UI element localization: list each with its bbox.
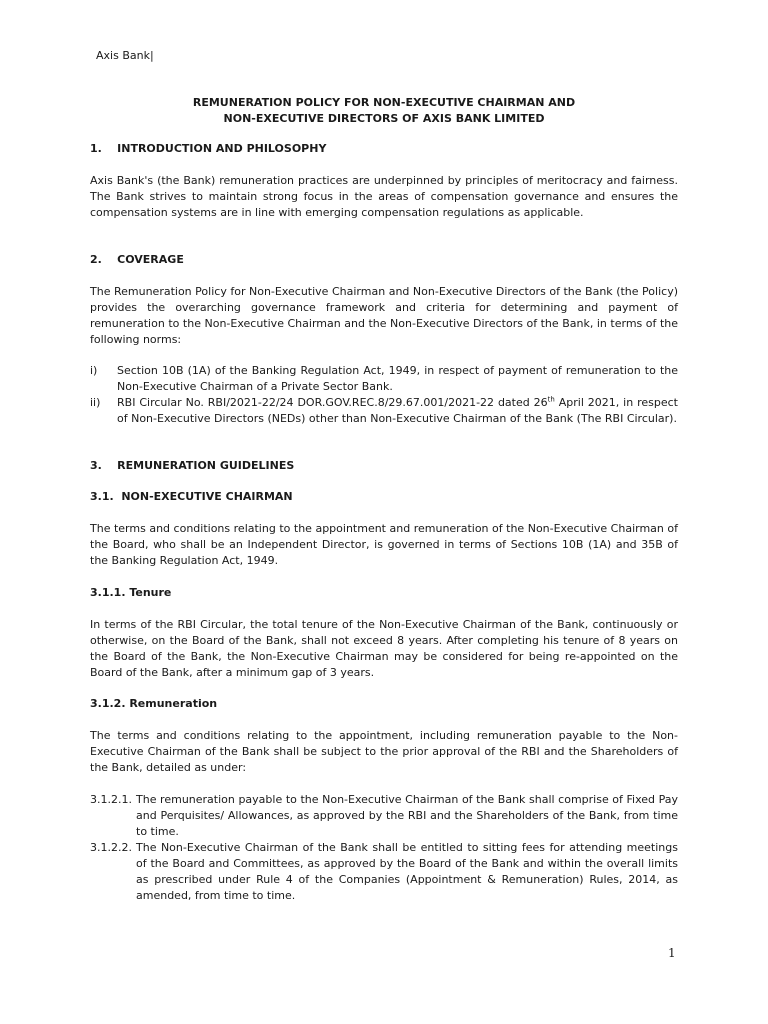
page-header: Axis Bank| xyxy=(96,49,154,62)
norm-marker: ii) xyxy=(90,396,101,409)
section-3-1-2-paragraph: The terms and conditions relating to the appointment, including remuneration payable to the Non-Executive Chairman of the Bank shall be subject to the prior approval of the RBI and the Shareholders of the Bank, detailed as under: xyxy=(90,729,678,774)
section-2-heading: 2. COVERAGE xyxy=(90,253,184,266)
section-1-heading: 1. INTRODUCTION AND PHILOSOPHY xyxy=(90,142,327,155)
sub-item-text: The remuneration payable to the Non-Executive Chairman of the Bank shall comprise of Fixed Pay and Perquisites/ Allowances, as approved by the RBI and the Shareholders of the Bank, from time to time. xyxy=(136,793,678,838)
title-line-1: REMUNERATION POLICY FOR NON-EXECUTIVE CHAIRMAN AND xyxy=(192,96,576,109)
sub-item-3-1-2-1 xyxy=(90,792,678,840)
section-1-paragraph: Axis Bank's (the Bank) remuneration practices are underpinned by principles of meritocracy and fairness. The Bank strives to maintain strong focus in the areas of compensation governance and ensures the compensation systems are in line with emerging compensation regulations as applicable. xyxy=(90,174,678,219)
norm-marker: i) xyxy=(90,364,98,377)
section-2-paragraph: The Remuneration Policy for Non-Executive Chairman and Non-Executive Directors of the Bank (the Policy) provides the overarching governance framework and criteria for determining and payment of remuneration to the Non-Executive Chairman and the Non-Executive Directors of the Bank, in terms of the following norms: xyxy=(90,285,678,346)
page-number: 1 xyxy=(668,946,676,960)
sub-item-marker: 3.1.2.2. xyxy=(90,841,132,854)
title-line-2: NON-EXECUTIVE DIRECTORS OF AXIS BANK LIMITED xyxy=(223,112,545,125)
section-3-1-2-heading: 3.1.2. Remuneration xyxy=(90,697,218,710)
sub-item-3-1-2-2 xyxy=(90,840,678,904)
section-3-1-paragraph: The terms and conditions relating to the appointment and remuneration of the Non-Executive Chairman of the Board, who shall be an Independent Director, is governed in terms of Sections 10B (1A) and 35B of the Banking Regulation Act, 1949. xyxy=(90,522,678,567)
sub-item-text: The Non-Executive Chairman of the Bank shall be entitled to sitting fees for attending meetings of the Board and Committees, as approved by the Board of the Bank and within the overall limits as prescribed under Rule 4 of the Companies (Appointment & Remuneration) Rules, 2014, as amended, from time to time. xyxy=(136,841,678,902)
section-3-1-heading: 3.1. NON-EXECUTIVE CHAIRMAN xyxy=(90,490,293,503)
section-3-heading: 3. REMUNERATION GUIDELINES xyxy=(90,459,295,472)
sub-item-marker: 3.1.2.1. xyxy=(90,793,132,806)
section-3-1-1-heading: 3.1.1. Tenure xyxy=(90,586,172,599)
norm-text: RBI Circular No. RBI/2021-22/24 DOR.GOV.REC.8/29.67.001/2021-22 dated 26th April 2021, in respect of Non-Executive Directors (NEDs) other than Non-Executive Chairman of the Bank (The RBI Circular). xyxy=(117,395,678,425)
section-3-1-1-paragraph: In terms of the RBI Circular, the total tenure of the Non-Executive Chairman of the Bank, continuously or otherwise, on the Board of the Bank, shall not exceed 8 years. After completing his tenure of 8 years on the Board of the Bank, the Non-Executive Chairman may be considered for being re-appointed on the Board of the Bank, after a minimum gap of 3 years. xyxy=(90,618,678,679)
norm-item-1 xyxy=(90,363,678,395)
norm-item-2 xyxy=(90,395,678,427)
norm-text: Section 10B (1A) of the Banking Regulation Act, 1949, in respect of payment of remuneration to the Non-Executive Chairman of a Private Sector Bank. xyxy=(117,364,678,393)
document-title xyxy=(90,95,678,127)
